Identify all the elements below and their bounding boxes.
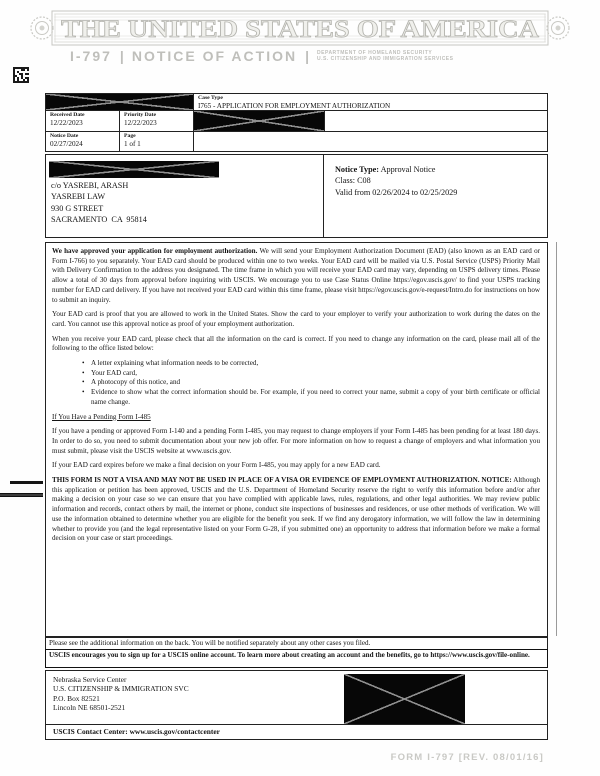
online-account-row: USCIS encourages you to sign up for a USCIS online account. To learn more about creating an account and the benefits, go to https://www.uscis.gov/file-online. [45,649,548,668]
agency-line-2: U.S. CITIZENSHIP AND IMMIGRATION SERVICES [317,56,454,62]
form-revision-footer: FORM I-797 [REV. 08/01/16] [390,752,544,763]
banner-rosette-right [547,17,569,39]
page-label: Page [124,133,136,139]
form-title: NOTICE OF ACTION [131,48,298,64]
table-row [46,110,547,131]
redacted-barcode [344,674,465,724]
service-center-address [53,675,189,712]
class-line: Class: C08 [335,176,371,186]
list-item: • Your EAD card, [82,369,540,379]
margin-pen-mark [0,493,43,497]
table-row [46,94,547,110]
form-header [70,48,540,64]
notice-info-block [323,155,547,237]
notice-type-value: Approval Notice [379,165,436,174]
received-date-label: Received Date [50,112,85,118]
not-a-visa-bold: THIS FORM IS NOT A VISA AND MAY NOT BE USED IN PLACE OF A VISA OR EVIDENCE OF EMPLOYMENT AUTHORIZATION. [52,476,480,485]
approval-lead: We have approved your application for employment authorization. [52,247,258,255]
case-type-value: I765 - APPLICATION FOR EMPLOYMENT AUTHORIZATION [198,102,391,110]
recipient-line: SACRAMENTO CA 95814 [51,214,147,224]
case-type-cell [193,94,547,110]
divider-line [46,724,547,725]
notice-type-line [335,164,547,175]
paragraph-not-a-visa: THIS FORM IS NOT A VISA AND MAY NOT BE USED IN PLACE OF A VISA OR EVIDENCE OF EMPLOYMENT AUTHORIZATION. NOTICE: Although this application or petition has been approved, USCIS and the U.S. Department of Homeland Security reserve the right to verify this information before and/or after making a decision on your case so we can ensure that you have complied with applicable laws, rules, regulations, and other legal authorities. We may review public information and records, contact others by mail, the internet or phone, conduct site inspections of businesses and residences, or use other methods of verification. We will use the information obtained to determine whether you are eligible for the benefit you seek. If we find any derogatory information, we will follow the law in determining whether to provide you (and the legal representative listed on your Form G-28, if you submitted one) an opportunity to address that information before we make a formal decision on your case or start proceedings. [52,476,541,543]
recipient-line: 930 G STREET [51,203,104,213]
paragraph-approval: We have approved your application for employment authorization. We will send your Employment Authorization Document (EAD) (also known as an EAD card or Form I-766) to you separately. Your EAD card should be produced within one to two weeks. Your EAD card will be mailed via U.S. Postal Service (USPS) Priority Mail with Delivery Confirmation to the address you designated. The time frame in which you will receive your EAD card may vary, depending on USPS delivery times. Please allow a total of 30 days from approval before inquiring with USCIS. We encourage you to use Case Status Online https://egov.uscis.gov/ to find your USPS tracking number for EAD card delivery. If you have not received your EAD card within this time frame, please visit https://egov.uscis.gov/e-request/Intro.do for instructions on how to submit an inquiry. [52,247,540,304]
paragraph-check-info: When you receive your EAD card, please check that all the information on the card is correct. If you need to change any information on the card, please mail all of the following to the office listed below: [52,334,540,353]
page-cell [119,132,193,151]
notice-body [45,242,548,637]
correction-items-list [52,359,540,408]
banner-rosette-left [31,17,53,39]
service-center-box [45,670,548,740]
table-row [46,131,547,151]
empty-cell [324,111,547,131]
margin-pen-mark [10,481,43,484]
paragraph-i140-i485: If you have a pending or approved Form I-140 and a pending Form I-485, you may request to change employers if your Form I-485 has been pending for at least 180 days. In order to do so, you need to submit documentation about your new job offer. For more information on how to request a change of employers and what information you must submit, please visit the USCIS website at www.uscis.gov. [52,427,540,455]
paragraph-ead-expires: If your EAD card expires before we make a final decision on your Form I-485, you may apply for a new EAD card. [52,461,381,470]
notice-date-value: 02/27/2024 [50,140,83,148]
agency-line-1: DEPARTMENT OF HOMELAND SECURITY [317,50,433,56]
list-item: • A photocopy of this notice, and [82,378,540,388]
notice-date-label: Notice Date [50,133,79,139]
recipient-line: YASREBI LAW [51,192,106,202]
contact-center-line: USCIS Contact Center: www.uscis.gov/contactcenter [53,727,220,736]
header-divider: | [119,48,124,64]
banner-engraving [30,6,570,50]
case-type-label: Case Type [198,95,223,101]
list-item: • A letter explaining what information needs to be corrected, [82,359,540,369]
data-matrix-barcode-icon [13,67,29,83]
service-center-line: P.O. Box 82521 [53,693,100,703]
notice-bold: NOTICE: [479,476,512,485]
redacted-receipt-number [46,94,193,110]
recipient-line: c/o YASREBI, ARASH [51,181,129,190]
case-data-table [45,93,548,152]
empty-cell [193,132,547,151]
recipient-notice-section [45,154,548,238]
list-item: • Evidence to show what the correct information should be. For example, if you need to correct your name, submit a copy of your birth certificate or official name change. [82,388,540,407]
received-date-value: 12/22/2023 [50,119,83,127]
paragraph-ead-proof: Your EAD card is proof that you are allowed to work in the United States. Show the card to your employer to verify your authorization to work during the dates on the card. You cannot use this approval notice as proof of your employment authorization. [52,310,540,328]
valid-line: Valid from 02/26/2024 to 02/25/2029 [335,187,458,197]
recipient-address-lines [51,180,147,225]
scan-artifact-line [556,242,557,636]
form-code: I-797 [70,48,112,64]
notice-date-cell [46,132,119,151]
additional-info-row: Please see the additional information on the back. You will be notified separately about any other cases you filed. [45,637,548,650]
redacted-recipient-name [49,161,219,178]
service-center-line: Nebraska Service Center [53,675,127,684]
page-value: 1 of 1 [124,140,141,148]
service-center-line: U.S. CITIZENSHIP & IMMIGRATION SVC [53,684,189,694]
notice-type-label: Notice Type: [335,165,380,174]
pending-i485-heading: If You Have a Pending Form I-485 [52,412,151,421]
service-center-line: Lincoln NE 68501-2521 [53,702,126,712]
redacted-applicant-info [193,111,324,131]
header-divider-2: | [305,48,310,64]
priority-date-label: Priority Date [124,112,157,118]
priority-date-value: 12/22/2023 [124,119,157,127]
banner-title: THE UNITED STATES OF AMERICA [61,16,539,43]
agency-block [317,50,453,62]
recipient-address-block [46,155,323,237]
received-date-cell [46,111,119,131]
priority-date-cell [119,111,193,131]
